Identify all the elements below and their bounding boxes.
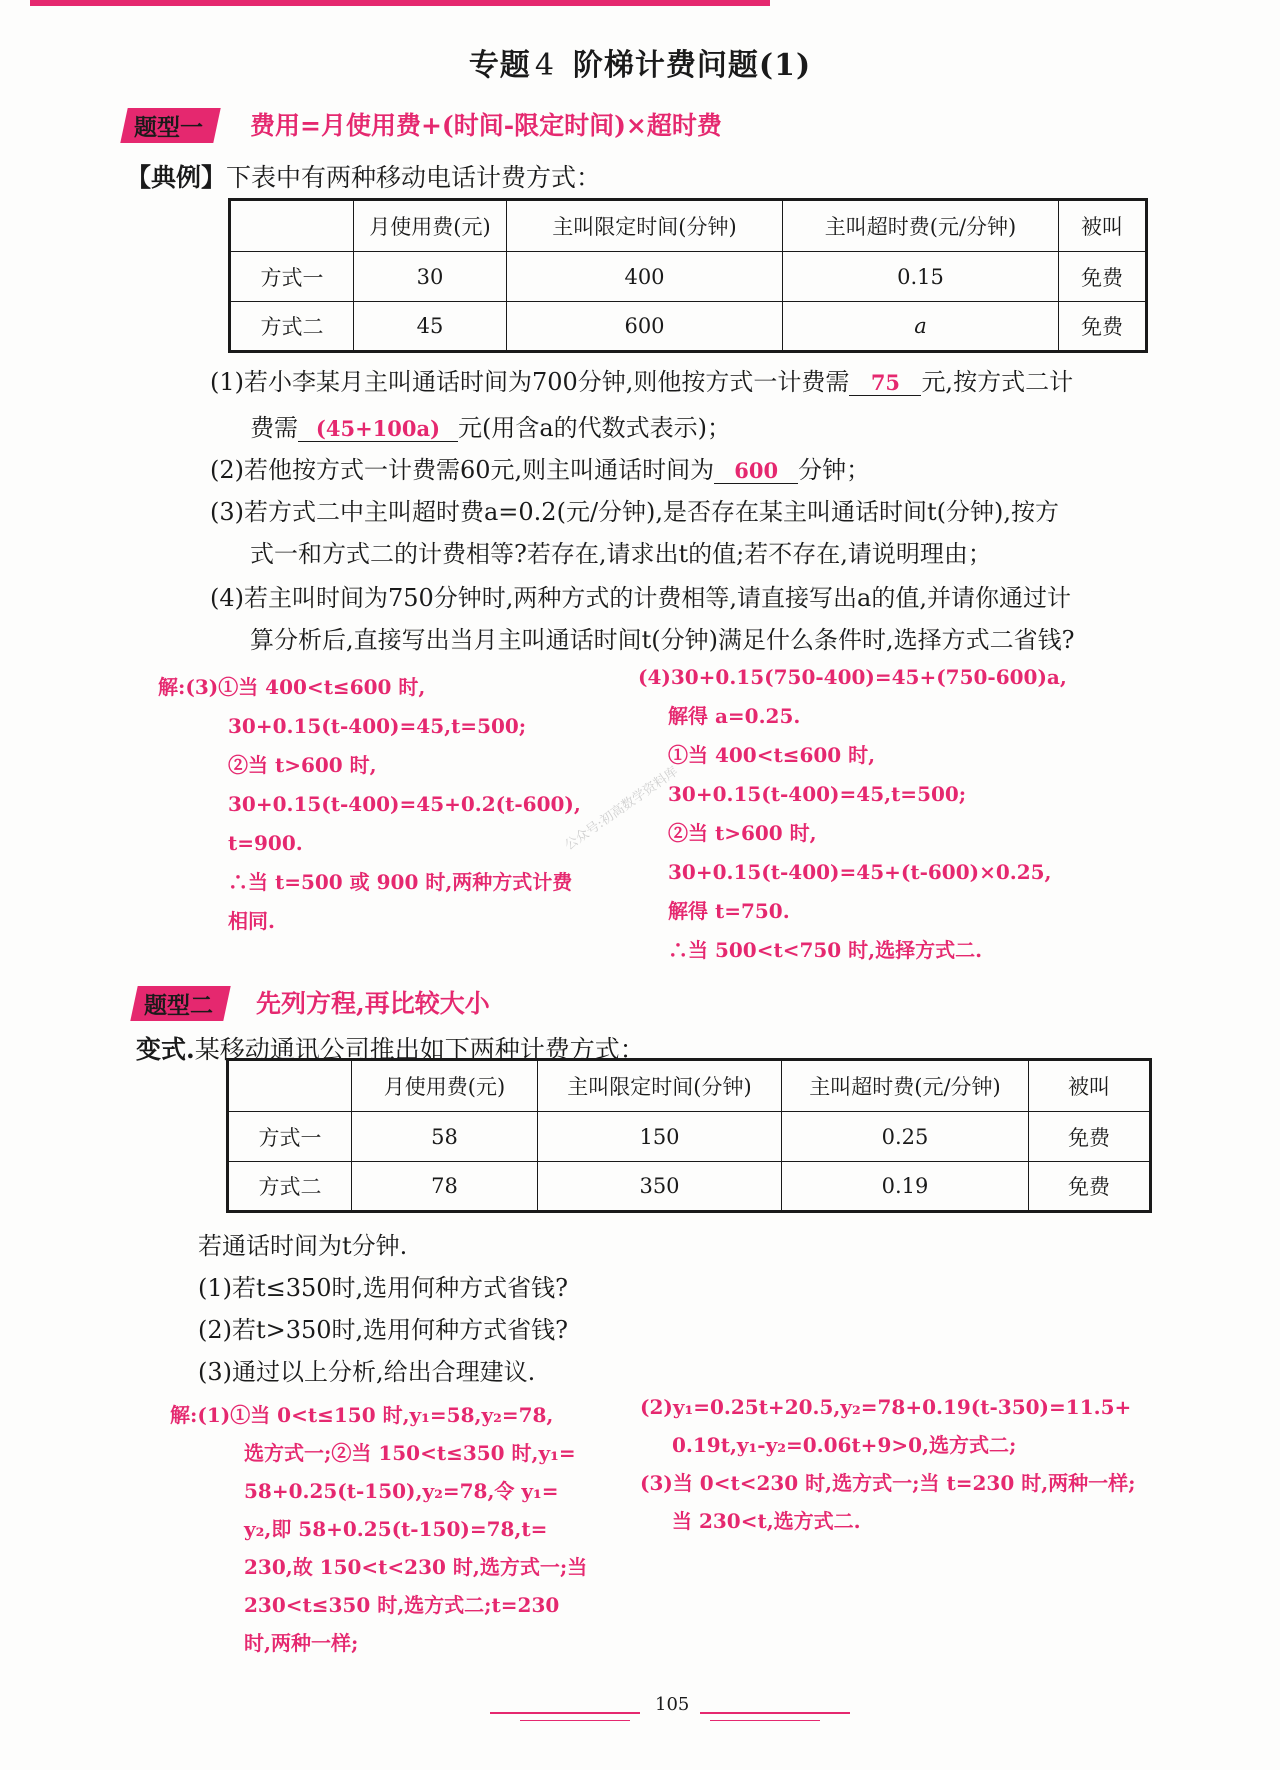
solution-2-right: (2)y₁=0.25t+20.5,y₂=78+0.19(t-350)=11.5+ 0.19t,y₁-y₂=0.06t+9>0,选方式二; (3)当 0<t<230 时,选方式一;当 t=230 时,两种一样; 当 230<t,选方式二. xyxy=(640,1395,1136,1533)
page-number: 105 xyxy=(655,1694,690,1715)
table-header-row: 月使用费(元) 主叫限定时间(分钟) 主叫超时费(元/分钟) 被叫 xyxy=(230,200,1147,252)
table-header-row: 月使用费(元) 主叫限定时间(分钟) 主叫超时费(元/分钟) 被叫 xyxy=(228,1060,1151,1112)
question-1-line2: 费需 (45+100a) 元(用含a的代数式表示)； xyxy=(250,414,732,442)
solution-1-left: 解:(3)①当 400<t≤600 时, 30+0.15(t-400)=45,t=500; ②当 t>600 时, 30+0.15(t-400)=45+0.2(t-600), t=900. ∴当 t=500 或 900 时,两种方式计费 相同. xyxy=(158,675,581,933)
title-prefix: 专题 xyxy=(468,48,531,83)
variant-line-1: 若通话时间为t分钟. xyxy=(198,1232,408,1260)
question-1-line1: (1)若小李某月主叫通话时间为700分钟,则他按方式一计费需 75 元,按方式二计 xyxy=(210,368,1074,396)
title-text: 阶梯计费问题(1) xyxy=(572,48,812,83)
footer-ornament-right xyxy=(700,1712,850,1714)
section2-intro: 变式.某移动通讯公司推出如下两种计费方式： xyxy=(136,1035,645,1064)
solution-2-left: 解:(1)①当 0<t≤150 时,y₁=58,y₂=78, 选方式一;②当 150<t≤350 时,y₁= 58+0.25(t-150),y₂=78,令 y₁= y₂,即 58+0.25(t-150)=78,t= 230,故 150<t<230 时,选方式一;当 230<t≤350 时,选方式二;t=230 时,两种一样; xyxy=(170,1403,588,1655)
watermark: 公众号:初高数学资料库 xyxy=(562,764,681,854)
section1-tag: 题型一 xyxy=(120,108,220,143)
section1-intro: 【典例】下表中有两种移动电话计费方式： xyxy=(126,163,602,192)
page-title xyxy=(0,40,1280,84)
answer-blank-1: 75 xyxy=(849,370,921,396)
answer-blank-2: (45+100a) xyxy=(298,416,458,442)
answer-blank-3: 600 xyxy=(714,458,798,484)
question-4-line1: (4)若主叫时间为750分钟时,两种方式的计费相等,请直接写出a的值,并请你通过计 xyxy=(210,584,1071,612)
top-decor-bar xyxy=(30,0,770,6)
table-row: 方式二 45 600 a 免费 xyxy=(230,302,1147,352)
section1-title: 费用=月使用费+(时间-限定时间)×超时费 xyxy=(250,111,722,140)
question-4-line2: 算分析后,直接写出当月主叫通话时间t(分钟)满足什么条件时,选择方式二省钱? xyxy=(250,626,1075,654)
fee-table-2 xyxy=(226,1058,1152,1213)
footer-ornament-right-thin xyxy=(710,1720,820,1721)
footer-ornament-left-thin xyxy=(520,1720,630,1721)
variant-line-3: (2)若t>350时,选用何种方式省钱? xyxy=(198,1316,569,1344)
title-number: 4 xyxy=(534,48,555,83)
variant-line-2: (1)若t≤350时,选用何种方式省钱? xyxy=(198,1274,569,1302)
question-3-line1: (3)若方式二中主叫超时费a=0.2(元/分钟),是否存在某主叫通话时间t(分钟),按方 xyxy=(210,498,1060,526)
solution-1-right: (4)30+0.15(750-400)=45+(750-600)a, 解得 a=0.25. ①当 400<t≤600 时, 30+0.15(t-400)=45,t=500; ②当 t>600 时, 30+0.15(t-400)=45+(t-600)×0.25, 解得 t=750. ∴当 500<t<750 时,选择方式二. xyxy=(638,665,1067,962)
table-row: 方式二 78 350 0.19 免费 xyxy=(228,1162,1151,1212)
table-row: 方式一 30 400 0.15 免费 xyxy=(230,252,1147,302)
section2-title: 先列方程,再比较大小 xyxy=(256,989,490,1018)
table-row: 方式一 58 150 0.25 免费 xyxy=(228,1112,1151,1162)
fee-table-1 xyxy=(228,198,1148,353)
question-2: (2)若他按方式一计费需60元,则主叫通话时间为 600 分钟； xyxy=(210,456,871,484)
footer-ornament-left xyxy=(490,1712,640,1714)
section2-tag: 题型二 xyxy=(130,986,230,1021)
question-3-line2: 式一和方式二的计费相等?若存在,请求出t的值;若不存在,请说明理由； xyxy=(250,540,992,568)
variant-line-4: (3)通过以上分析,给出合理建议. xyxy=(198,1358,536,1386)
